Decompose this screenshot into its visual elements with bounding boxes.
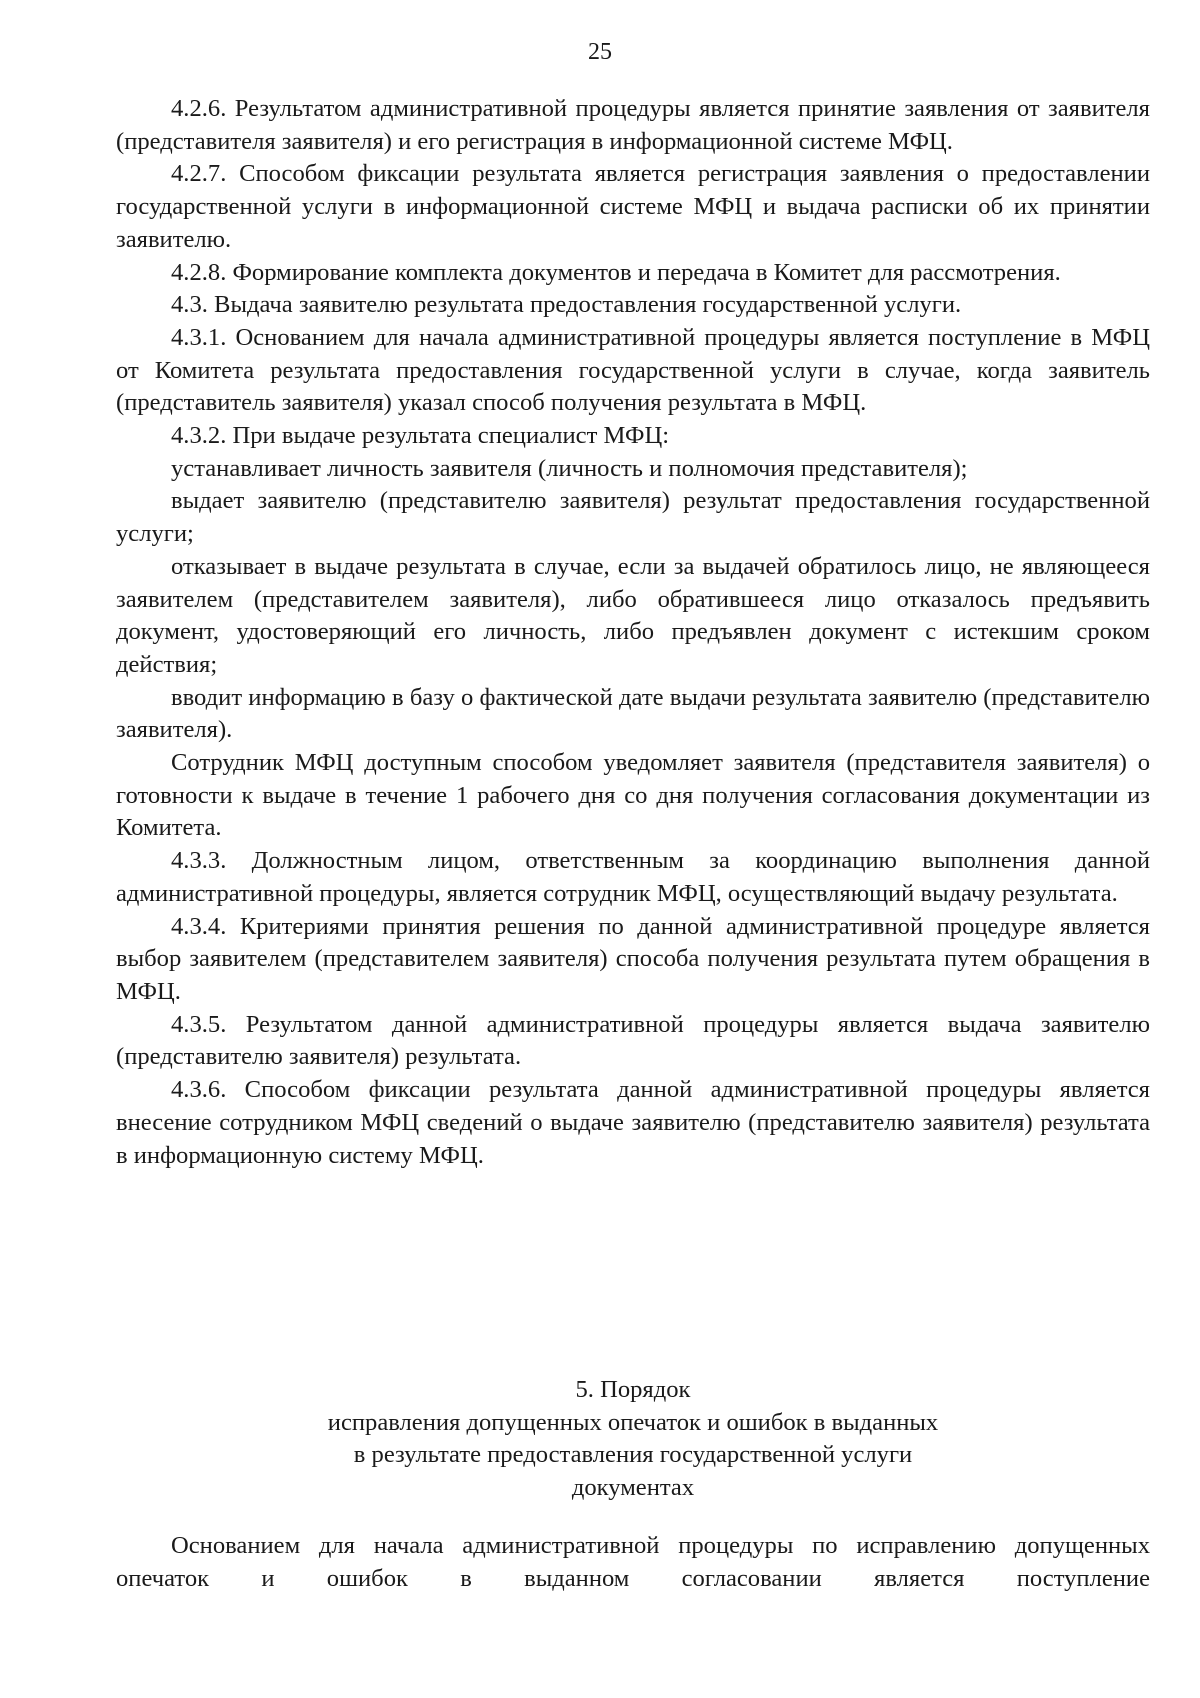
section-heading (116, 1374, 1150, 1505)
page-number: 25 (588, 39, 612, 65)
paragraph-4-3-3: 4.3.3. Должностным лицом, ответственным за координацию выполнения данной административной процедуры, является сотрудник МФЦ, осуществляющий выдачу результата. (116, 847, 1150, 907)
paragraph-4-3-2: 4.3.2. При выдаче результата специалист МФЦ: (171, 422, 670, 450)
section-heading-line-4: документах (571, 1474, 695, 1502)
closing-paragraph: Основанием для начала административной процедуры по исправлению допущенных опечаток и ошибок в выданном согласовании является поступление (116, 1532, 1150, 1592)
list-item-refuse: отказывает в выдаче результата в случае, если за выдачей обратилось лицо, не являющееся заявителем (представителем заявителя), либо обратившееся лицо отказалось предъявить документ, удостоверяющий его личность, либо предъявлен документ с истекшим сроком действия; (116, 552, 1150, 678)
paragraph-4-2-6: 4.2.6. Результатом административной процедуры является принятие заявления от заявителя (представителя заявителя) и его регистрация в информационной системе МФЦ. (116, 95, 1150, 155)
paragraph-4-3: 4.3. Выдача заявителю результата предоставления государственной услуги. (171, 291, 962, 319)
list-item-issue: выдает заявителю (представителю заявителя) результат предоставления государственной услуги; (116, 487, 1150, 548)
paragraph-4-3-6: 4.3.6. Способом фиксации результата данной административной процедуры является внесение сотрудником МФЦ сведений о выдаче заявителю (представителю заявителя) результата в информационную систему МФЦ. (116, 1076, 1150, 1169)
paragraph-4-3-4: 4.3.4. Критериями принятия решения по данной административной процедуре является выбор заявителем (представителем заявителя) способа получения результата путем обращения в МФЦ. (116, 912, 1150, 1005)
paragraph-4-2-7: 4.2.7. Способом фиксации результата является регистрация заявления о предоставлении государственной услуги в информационной системе МФЦ и выдача расписки об их принятии заявителю. (116, 160, 1150, 253)
closing-text (116, 1530, 1150, 1595)
section-heading-line-2: исправления допущенных опечаток и ошибок в выданных (327, 1408, 939, 1436)
paragraph-notification: Сотрудник МФЦ доступным способом уведомляет заявителя (представителя заявителя) о готовности к выдаче в течение 1 рабочего дня со дня получения согласования документации из Комитета. (116, 749, 1150, 842)
section-heading-line-1: 5. Порядок (575, 1376, 691, 1403)
list-item-record: вводит информацию в базу о фактической дате выдачи результата заявителю (представителю заявителя). (116, 683, 1150, 744)
paragraph-4-3-1: 4.3.1. Основанием для начала административной процедуры является поступление в МФЦ от Комитета результата предоставления государственной услуги в случае, когда заявитель (представитель заявителя) указал способ получения результата в МФЦ. (116, 323, 1150, 417)
body-text (116, 93, 1150, 1172)
section-heading-line-3: в результате предоставления государственной услуги (353, 1441, 913, 1469)
list-item-identify: устанавливает личность заявителя (личность и полномочия представителя); (171, 454, 968, 482)
paragraph-4-3-5: 4.3.5. Результатом данной административной процедуры является выдача заявителю (представителю заявителя) результата. (116, 1010, 1150, 1071)
paragraph-4-2-8: 4.2.8. Формирование комплекта документов и передача в Комитет для рассмотрения. (171, 258, 1061, 286)
